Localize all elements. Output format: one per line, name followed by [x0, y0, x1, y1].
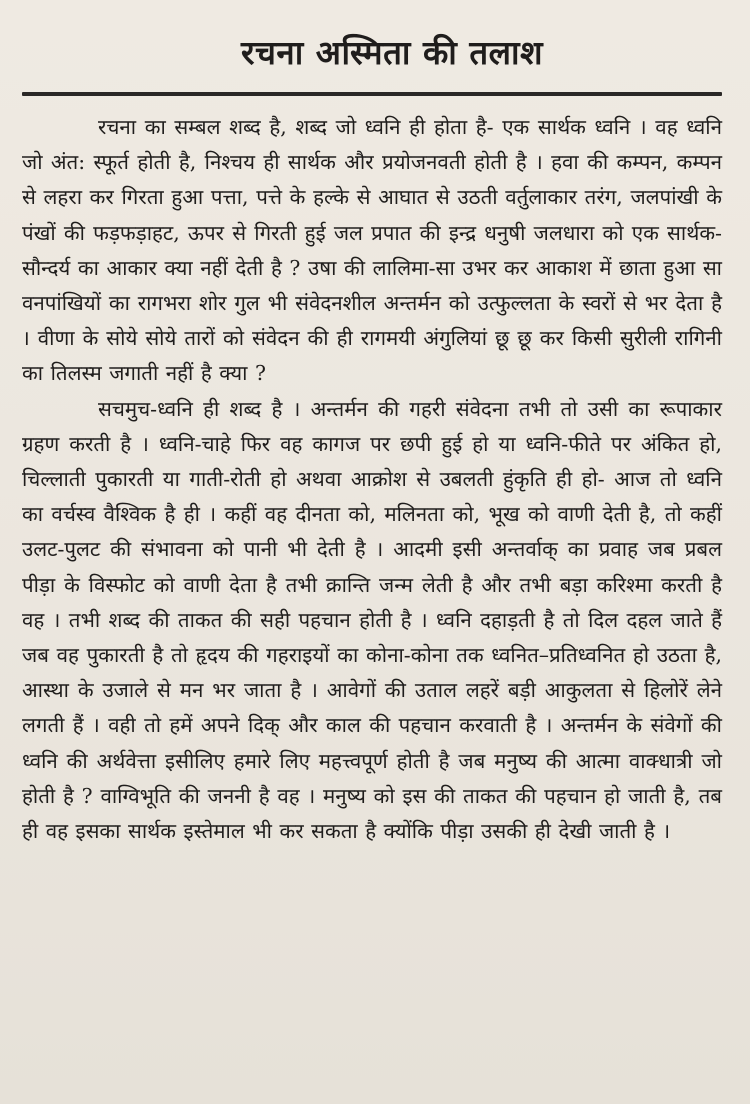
- title-divider: [22, 92, 722, 96]
- body-text: [22, 110, 722, 849]
- chapter-title: रचना अस्मिता की तलाश: [240, 33, 544, 72]
- paragraph-1: रचना का सम्बल शब्द है, शब्द जो ध्वनि ही होता है- एक सार्थक ध्वनि । वह ध्वनि जो अंत: स्फूर्त होती है, निश्चय ही सार्थक और प्रयोजनवती होती है । हवा की कम्पन, कम्पन से लहरा कर गिरता हुआ पत्ता, पत्ते के हल्के से आघात से उठती वर्तुलाकार तरंग, जलपांखी के पंखों की फड़फड़ाहट, ऊपर से गिरती हुई जल प्रपात की इन्द्र धनुषी जलधारा को एक सार्थक-सौन्दर्य का आकार क्या नहीं देती है ? उषा की लालिमा-सा उभर कर आकाश में छाता हुआ सा वनपांखियों का रागभरा शोर गुल भी संवेदनशील अन्तर्मन को उत्फुल्लता के स्वरों से भर देता है । वीणा के सोये सोये तारों को संवेदन की ही रागमयी अंगुलियां छू छू कर किसी सुरीली रागिनी का तिलस्म जगाती नहीं है क्या ?: [22, 115, 722, 386]
- paragraph-2: सचमुच-ध्वनि ही शब्द है । अन्तर्मन की गहरी संवेदना तभी तो उसी का रूपाकार ग्रहण करती है । ध्वनि-चाहे फिर वह कागज पर छपी हुई हो या ध्वनि-फीते पर अंकित हो, चिल्लाती पुकारती या गाती-रोती हो अथवा आक्रोश से उबलती हुंकृति ही हो- आज तो ध्वनि का वर्चस्व वैश्विक है ही । कहीं वह दीनता को, मलिनता को, भूख को वाणी देती है, तो कहीं उलट-पुलट की संभावना को पानी भी देती है । आदमी इसी अन्तर्वाक् का प्रवाह जब प्रबल पीड़ा के विस्फोट को वाणी देता है तभी क्रान्ति जन्म लेती है और तभी बड़ा करिश्मा करती है वह । तभी शब्द की ताकत की सही पहचान होती है । ध्वनि दहाड़ती है तो दिल दहल जाते हैं जब वह पुकारती है तो हृदय की गहराइयों का कोना-कोना तक ध्वनित–प्रतिध्वनित हो उठता है, आस्था के उजाले से मन भर जाता है । आवेगों की उताल लहरें बड़ी आकुलता से हिलोरें लेने लगती हैं । वही तो हमें अपने दिक् और काल की पहचान करवाती है । अन्तर्मन के संवेगों की ध्वनि की अर्थवेत्ता इसीलिए हमारे लिए महत्त्वपूर्ण होती है जब मनुष्य की आत्मा वाक्धात्री जो होती है ? वाग्विभूति की जननी है वह । मनुष्य को इस की ताकत की पहचान हो जाती है, तब ही वह इसका सार्थक इस्तेमाल भी कर सकता है क्योंकि पीड़ा उसकी ही देखी जाती है ।: [22, 396, 722, 844]
